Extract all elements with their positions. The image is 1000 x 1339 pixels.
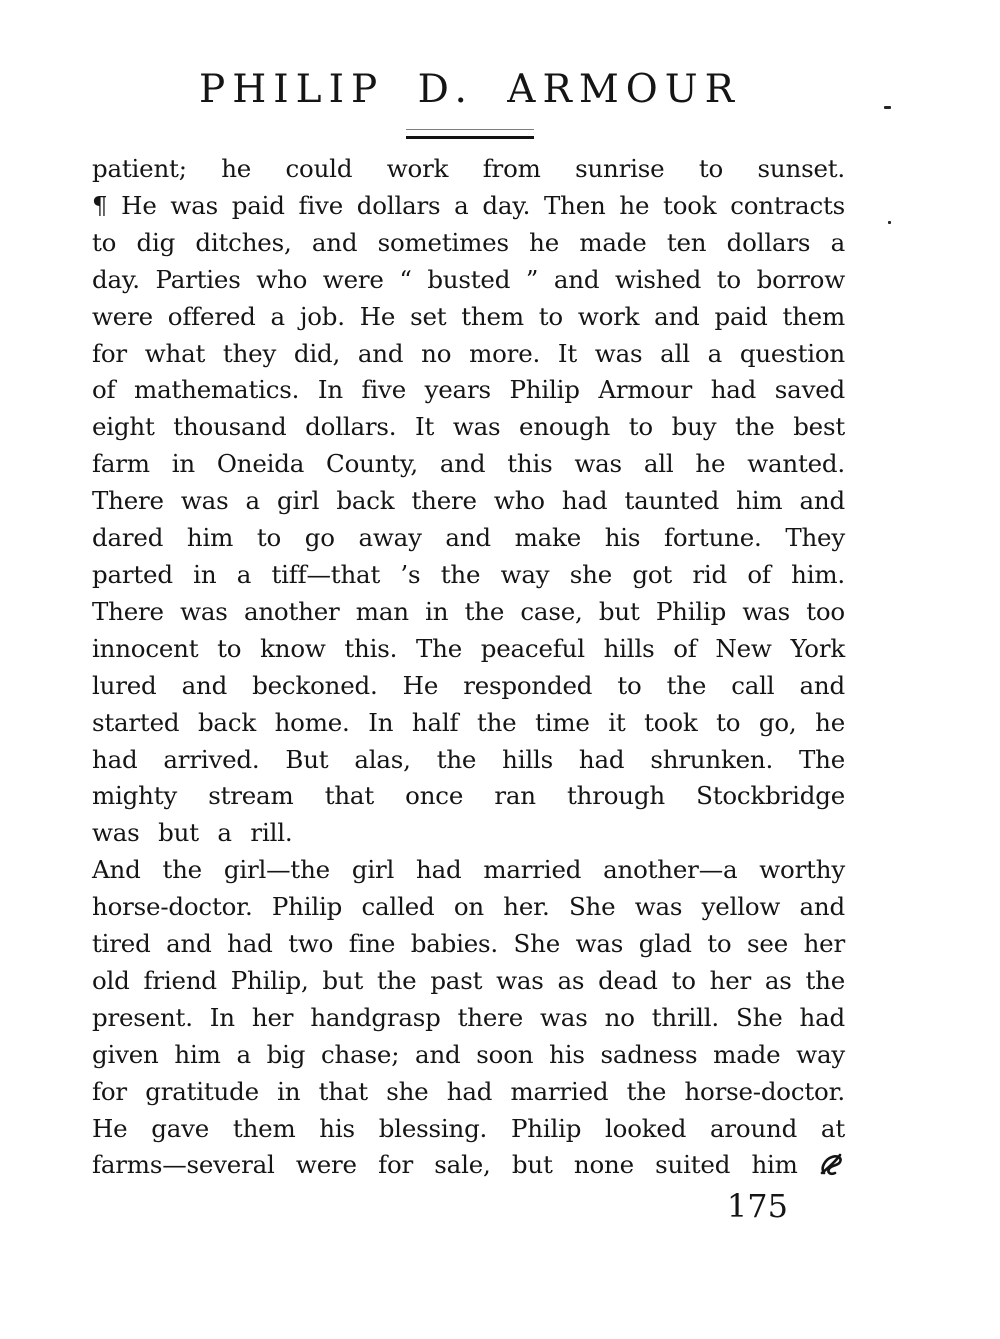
text-line: eight thousand dollars. It was enough to buy the best — [92, 412, 845, 442]
text-line: And the girl—the girl had married another—a worthy — [92, 855, 845, 885]
page-title: PHILIP D. ARMOUR — [199, 67, 741, 112]
text-line: dared him to go away and make his fortune. They — [92, 523, 845, 553]
text-line: farm in Oneida County, and this was all he wanted. — [92, 449, 845, 479]
text-line: had arrived. But alas, the hills had shrunken. The — [92, 744, 845, 774]
text-line: old friend Philip, but the past was as dead to her as the — [92, 965, 845, 995]
text-line: was but a rill. — [92, 818, 293, 848]
text-line: ¶ He was paid five dollars a day. Then he took contracts — [92, 190, 845, 220]
text-line: present. In her handgrasp there was no thrill. She had — [92, 1002, 845, 1032]
text-line: to dig ditches, and sometimes he made ten dollars a — [92, 227, 845, 257]
text-line-final — [92, 1147, 845, 1184]
text-line: started back home. In half the time it took to go, he — [92, 707, 845, 737]
text-line: There was another man in the case, but Philip was too — [92, 596, 845, 626]
text-line: There was a girl back there who had taunted him and — [92, 486, 845, 516]
text-line: given him a big chase; and soon his sadness made way — [92, 1039, 845, 1069]
page-number: 175 — [726, 1187, 788, 1225]
text-line: were offered a job. He set them to work and paid them — [92, 301, 845, 331]
scan-speck — [884, 106, 891, 109]
text-line: mighty stream that once ran through Stockbridge — [92, 781, 845, 811]
scan-speck — [888, 221, 891, 224]
text-line: He gave them his blessing. Philip looked around at — [92, 1113, 845, 1143]
text-line: day. Parties who were “ busted ” and wished to borrow — [92, 264, 845, 294]
text-line: patient; he could work from sunrise to sunset. — [92, 154, 845, 183]
text-line: innocent to know this. The peaceful hills of New York — [92, 633, 845, 663]
title-rule-line — [406, 129, 534, 139]
text-line: horse-doctor. Philip called on her. She was yellow and — [92, 892, 845, 922]
text-line: for gratitude in that she had married the horse-doctor. — [92, 1076, 845, 1106]
text-line: for what they did, and no more. It was all a question — [92, 338, 845, 368]
title-rule — [92, 124, 848, 143]
text-line: parted in a tiff—that ’s the way she got rid of him. — [92, 559, 845, 589]
text-line: of mathematics. In five years Philip Armour had saved — [92, 375, 845, 405]
text-line-final-text: farms—several were for sale, but none suited him — [92, 1150, 798, 1180]
body-text — [92, 151, 845, 1184]
text-line: tired and had two fine babies. She was glad to see her — [92, 929, 845, 959]
end-ornament-icon — [819, 1152, 845, 1176]
text-line: lured and beckoned. He responded to the call and — [92, 670, 845, 700]
